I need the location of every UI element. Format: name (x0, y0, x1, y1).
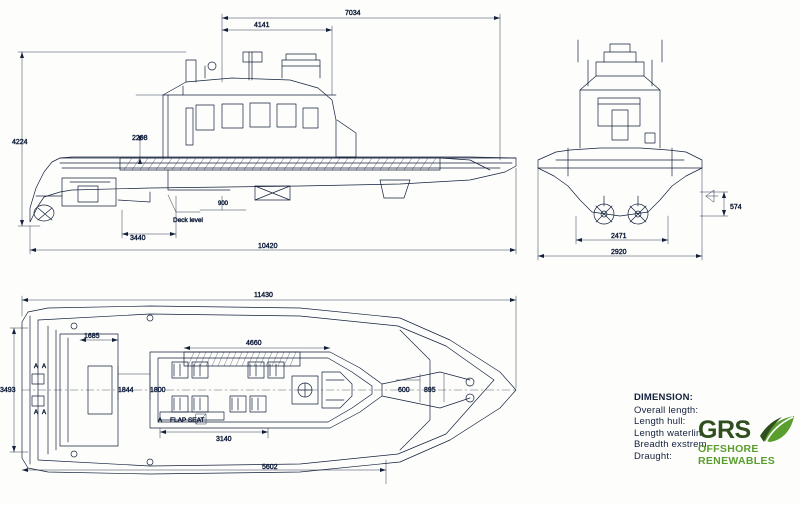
logo-line-2: RENEWABLES (698, 455, 776, 467)
svg-text:A: A (42, 364, 47, 370)
svg-text:Deck level: Deck level (173, 217, 203, 224)
svg-text:4224: 4224 (12, 139, 28, 146)
svg-text:5602: 5602 (262, 464, 278, 471)
logo-line-1: OFFSHORE (698, 443, 759, 455)
leaf-icon (760, 414, 796, 444)
svg-text:4660: 4660 (246, 340, 262, 347)
svg-text:574: 574 (730, 204, 742, 211)
svg-text:FLAP SEAT: FLAP SEAT (170, 417, 205, 424)
svg-text:A: A (42, 410, 47, 416)
svg-text:2298: 2298 (132, 135, 148, 142)
front-dimensions (538, 168, 742, 260)
svg-text:3440: 3440 (130, 235, 146, 242)
svg-text:A: A (34, 364, 39, 370)
plan-view (22, 306, 516, 474)
svg-text:3493: 3493 (0, 387, 16, 394)
spec-row-breadth-extreme: Breadth exstrem (634, 439, 707, 450)
spec-row-draught: Draught: (634, 450, 673, 462)
svg-text:895: 895 (424, 387, 436, 394)
spec-title: DIMENSION: (634, 392, 693, 403)
spec-row-length-hull: Length hull: (634, 416, 686, 427)
svg-text:10420: 10420 (258, 243, 278, 250)
front-view (538, 40, 702, 224)
svg-text:2471: 2471 (611, 233, 627, 240)
svg-text:900: 900 (218, 201, 229, 207)
svg-text:3140: 3140 (216, 436, 232, 443)
svg-text:A: A (158, 418, 163, 424)
profile-dimensions (12, 10, 516, 254)
svg-text:600: 600 (398, 387, 410, 394)
svg-text:11430: 11430 (254, 292, 273, 299)
spec-row-length-waterline: Length waterlin (634, 427, 702, 439)
svg-text:4141: 4141 (254, 22, 270, 29)
svg-text:1800: 1800 (150, 387, 166, 394)
svg-text:7034: 7034 (345, 10, 361, 17)
svg-text:1685: 1685 (84, 333, 100, 340)
spec-row-overall-length: Overall length: (634, 404, 699, 416)
logo-mark: GRS (698, 416, 751, 444)
plan-dimensions (0, 292, 516, 484)
profile-view (30, 52, 516, 222)
svg-text:1844: 1844 (118, 387, 134, 394)
svg-text:2920: 2920 (611, 249, 627, 256)
svg-text:A: A (34, 410, 39, 416)
